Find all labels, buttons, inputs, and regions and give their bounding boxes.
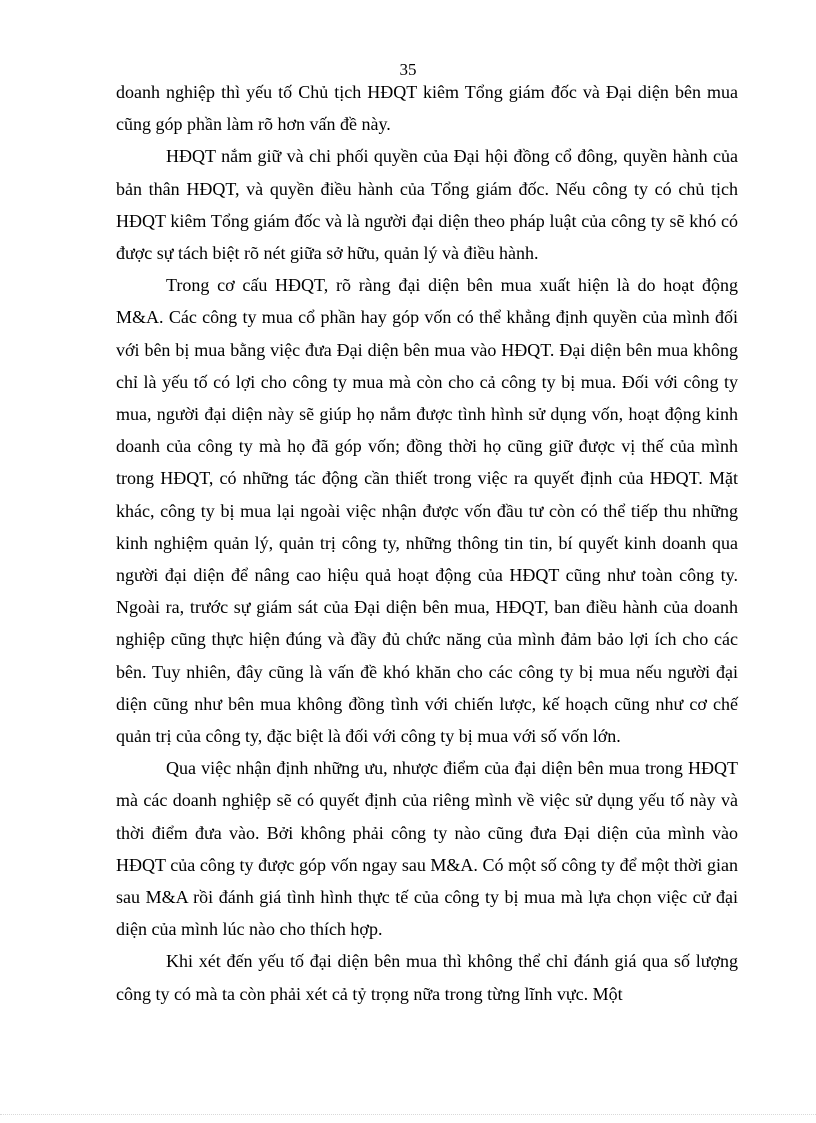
paragraph: HĐQT nắm giữ và chi phối quyền của Đại hội đồng cổ đông, quyền hành của bản thân HĐQT, và quyền điều hành của Tổng giám đốc. Nếu công ty có chủ tịch HĐQT kiêm Tổng giám đốc và là người đại diện theo pháp luật của công ty sẽ khó có được sự tách biệt rõ nét giữa sở hữu, quản lý và điều hành.: [116, 146, 738, 264]
paragraph: Trong cơ cấu HĐQT, rõ ràng đại diện bên mua xuất hiện là do hoạt động M&A. Các công ty mua cổ phần hay góp vốn có thể khẳng định quyền của mình đối với bên bị mua bằng việc đưa Đại diện bên mua vào HĐQT. Đại diện bên mua không chỉ là yếu tố có lợi cho công ty mua mà còn cho cả công ty bị mua. Đối với công ty mua, người đại diện này sẽ giúp họ nắm được tình hình sử dụng vốn, hoạt động kinh doanh của công ty mà họ đã góp vốn; đồng thời họ cũng giữ được vị thế của mình trong HĐQT, có những tác động cần thiết trong việc ra quyết định của HĐQT. Mặt khác, công ty bị mua lại ngoài việc nhận được vốn đầu tư còn có thể tiếp thu những kinh nghiệm quản lý, quản trị công ty, những thông tin tin, bí quyết kinh doanh qua người đại diện để nâng cao hiệu quả hoạt động của HĐQT cũng như toàn công ty. Ngoài ra, trước sự giám sát của Đại diện bên mua, HĐQT, ban điều hành của doanh nghiệp cũng thực hiện đúng và đầy đủ chức năng của mình đảm bảo lợi ích cho các bên. Tuy nhiên, đây cũng là vấn đề khó khăn cho các công ty bị mua nếu người đại diện cũng như bên mua không đồng tình với chiến lược, kế hoạch cũng như cơ chế quản trị của công ty, đặc biệt là đối với công ty bị mua với số vốn lớn.: [116, 275, 738, 747]
paragraph-continuation: doanh nghiệp thì yếu tố Chủ tịch HĐQT kiêm Tổng giám đốc và Đại diện bên mua cũng góp phần làm rõ hơn vấn đề này.: [116, 82, 738, 135]
page-number: 35: [399, 60, 417, 79]
paragraph: Qua việc nhận định những ưu, nhược điểm của đại diện bên mua trong HĐQT mà các doanh nghiệp sẽ có quyết định của riêng mình về việc sử dụng yếu tố này và thời điểm đưa vào. Bởi không phải công ty nào cũng đưa Đại diện của mình vào HĐQT của công ty được góp vốn ngay sau M&A. Có một số công ty để một thời gian sau M&A rồi đánh giá tình hình thực tế của công ty bị mua mà lựa chọn việc cử đại diện của mình lúc nào cho thích hợp.: [116, 758, 738, 940]
document-body: [116, 76, 738, 1010]
page-bottom-divider: [0, 1114, 816, 1115]
paragraph: Khi xét đến yếu tố đại diện bên mua thì không thể chỉ đánh giá qua số lượng công ty có mà ta còn phải xét cả tỷ trọng nữa trong từng lĩnh vực. Một: [116, 951, 738, 1004]
